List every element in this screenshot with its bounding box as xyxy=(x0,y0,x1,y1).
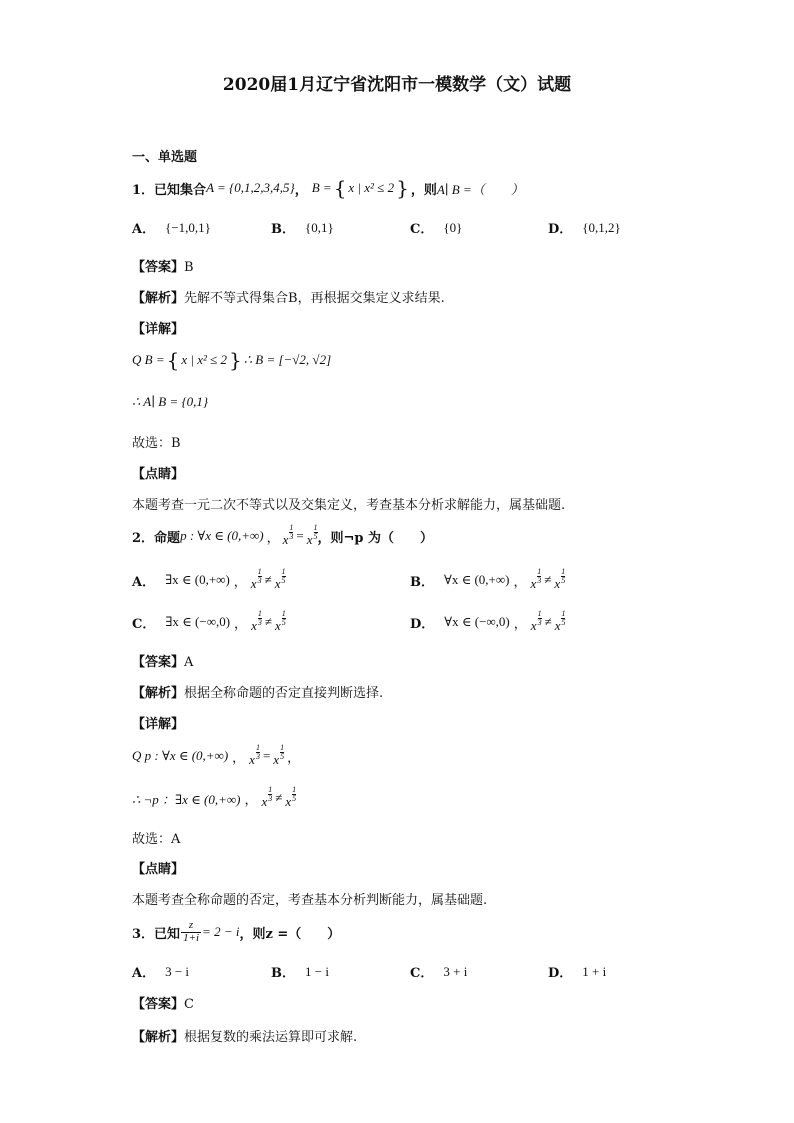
section-heading: 一、单选题 xyxy=(132,150,198,165)
power-base: x xyxy=(249,752,255,768)
power-x-fifth xyxy=(554,568,565,592)
exp-num: 1 xyxy=(257,567,262,576)
detail-expr: Q B = xyxy=(132,352,165,367)
brace-close: } xyxy=(396,176,409,200)
power-exp xyxy=(292,786,296,802)
power-exp xyxy=(258,610,262,626)
analysis-line xyxy=(132,682,383,701)
option-text: 1 + i xyxy=(582,963,607,979)
set-b-body: x | x² ≤ 2 xyxy=(348,180,395,195)
relation: ≠ xyxy=(264,572,272,588)
exp-den: 5 xyxy=(292,793,297,803)
question-number: 2． xyxy=(132,530,155,546)
power-base: x xyxy=(285,794,292,810)
option-text: {0,1} xyxy=(305,219,334,235)
detail-line-2: ∴ A∣ B = {0,1} xyxy=(132,394,209,409)
detail-label: 【详解】 xyxy=(132,322,185,337)
option-label: D． xyxy=(410,616,435,632)
detail-expr: Q p : ∀x ∈ (0,+∞) xyxy=(132,748,229,764)
relation: ≠ xyxy=(264,614,272,630)
question-number: 1． xyxy=(132,182,155,198)
exp-num: 1 xyxy=(268,785,273,794)
answer-value: A xyxy=(184,655,194,670)
option-label: B． xyxy=(271,222,295,237)
option-label: C． xyxy=(132,616,156,632)
fraction-numerator: z xyxy=(188,919,194,931)
fraction-denominator: 1+i xyxy=(183,931,200,944)
separator: ， xyxy=(287,750,301,766)
power-base: x xyxy=(282,532,289,548)
set-a-expr: A = {0,1,2,3,4,5} xyxy=(206,180,295,195)
power-exp xyxy=(282,610,286,626)
option-a xyxy=(132,962,189,981)
exp-num: 1 xyxy=(257,609,262,618)
exp-den: 5 xyxy=(313,531,318,541)
exp-den: 3 xyxy=(537,575,542,585)
power-base: x xyxy=(274,618,281,634)
option-label: C． xyxy=(410,966,434,981)
option-text: 3 − i xyxy=(165,963,190,979)
power-base: x xyxy=(273,752,280,768)
option-d xyxy=(548,962,606,981)
exp-num: 1 xyxy=(255,743,260,752)
power-exp xyxy=(280,744,284,760)
exp-num: 1 xyxy=(281,609,286,618)
power-x-fifth xyxy=(285,786,296,810)
detail-label: 【详解】 xyxy=(132,717,185,732)
answer-value: B xyxy=(184,260,194,275)
comment-text: 本题考查全称命题的否定，考查基本分析判断能力，属基础题. xyxy=(132,893,488,908)
option-d xyxy=(410,610,565,634)
exp-den: 5 xyxy=(561,575,566,585)
analysis-line xyxy=(132,287,445,306)
exp-den: 5 xyxy=(281,575,286,585)
brace-close: } xyxy=(229,348,242,372)
power-x-third xyxy=(251,568,262,592)
answer-line xyxy=(132,651,193,670)
relation: ≠ xyxy=(544,614,552,630)
choice-line: 故选：A xyxy=(132,832,181,847)
brace-open: { xyxy=(166,348,180,372)
proposition-expr: p : ∀x ∈ (0,+∞) xyxy=(180,528,264,544)
power-base: x xyxy=(306,532,313,548)
question-lead: 已知 xyxy=(154,926,181,942)
option-c xyxy=(410,962,467,981)
answer-line xyxy=(132,256,194,275)
power-x-fifth xyxy=(275,568,286,592)
option-b xyxy=(410,568,565,592)
power-x-fifth xyxy=(275,610,286,634)
option-c xyxy=(132,610,286,634)
detail-line-1 xyxy=(132,744,300,768)
power-base: x xyxy=(250,576,257,592)
separator: ， xyxy=(234,616,248,632)
exp-num: 1 xyxy=(537,567,542,576)
power-base: x xyxy=(274,576,281,592)
option-label: D． xyxy=(548,222,573,237)
option-quantifier: ∀x ∈ (−∞,0) xyxy=(444,614,510,630)
question-then: ，则z =（ ） xyxy=(239,926,341,942)
exp-num: 1 xyxy=(537,609,542,618)
separator: ， xyxy=(233,574,247,590)
option-label: B． xyxy=(410,574,434,590)
exp-den: 3 xyxy=(257,617,262,627)
power-exp xyxy=(258,568,262,584)
detail-line-1 xyxy=(132,348,331,372)
question-then: ，则¬p 为（ ） xyxy=(317,530,434,546)
exp-den: 3 xyxy=(537,617,542,627)
analysis-text: 根据复数的乘法运算即可求解. xyxy=(184,1030,358,1045)
option-quantifier: ∃x ∈ (0,+∞) xyxy=(165,572,230,588)
power-base: x xyxy=(530,618,537,634)
question-then: ，则 xyxy=(410,182,437,198)
power-exp xyxy=(256,744,260,760)
exp-num: 1 xyxy=(561,609,566,618)
exp-den: 3 xyxy=(268,793,273,803)
power-exp xyxy=(268,786,272,802)
power-base: x xyxy=(554,618,561,634)
analysis-label: 【解析】 xyxy=(132,291,185,306)
exp-den: 3 xyxy=(255,751,260,761)
detail-expr: ∴ ¬p ：∃x ∈ (0,+∞) xyxy=(132,791,241,807)
choice-line: 故选：B xyxy=(132,436,181,451)
option-text: 1 − i xyxy=(305,963,329,979)
power-base: x xyxy=(530,576,537,592)
comment-text: 本题考查一元二次不等式以及交集定义，考查基本分析求解能力，属基础题. xyxy=(132,498,566,513)
question-1-stem xyxy=(132,176,524,200)
fraction xyxy=(181,920,201,944)
answer-value: C xyxy=(184,997,194,1012)
answer-label: 【答案】 xyxy=(132,997,185,1012)
brace-open: { xyxy=(333,176,347,200)
detail-line-2 xyxy=(132,786,296,810)
power-exp xyxy=(282,568,286,584)
power-exp xyxy=(561,610,565,626)
answer-line xyxy=(132,993,194,1012)
separator: ， xyxy=(244,792,258,808)
exp-num: 1 xyxy=(281,567,286,576)
power-x-third xyxy=(249,744,260,768)
relation: = xyxy=(296,528,304,544)
question-number: 3． xyxy=(132,926,155,942)
comment-label: 【点睛】 xyxy=(132,467,185,482)
question-2-stem xyxy=(132,524,433,548)
detail-expr: x | x² ≤ 2 xyxy=(181,352,227,367)
option-d xyxy=(548,218,621,237)
exp-den: 5 xyxy=(280,751,285,761)
question-ask: A∣ B =（ ） xyxy=(436,181,524,197)
power-x-third xyxy=(261,786,272,810)
option-text: 3 + i xyxy=(443,963,468,979)
set-b-label: B = xyxy=(311,180,332,195)
option-a xyxy=(132,218,211,237)
option-label: B． xyxy=(271,966,295,981)
power-x-third xyxy=(531,568,542,592)
option-label: D． xyxy=(548,966,573,981)
comment-label: 【点睛】 xyxy=(132,862,185,877)
exp-den: 5 xyxy=(281,617,286,627)
option-label: A． xyxy=(132,966,156,981)
separator: ， xyxy=(294,182,308,198)
option-label: C． xyxy=(410,222,434,237)
option-quantifier: ∃x ∈ (−∞,0) xyxy=(165,614,231,630)
option-a xyxy=(132,568,286,592)
analysis-text: 根据全称命题的否定直接判断选择. xyxy=(184,686,384,701)
option-c xyxy=(410,218,462,237)
equation-rhs: = 2 − i xyxy=(202,924,240,940)
exp-den: 3 xyxy=(289,531,294,541)
option-label: A． xyxy=(132,222,156,237)
answer-label: 【答案】 xyxy=(132,260,185,275)
power-x-third xyxy=(251,610,262,634)
analysis-line xyxy=(132,1026,357,1045)
separator: ， xyxy=(513,574,527,590)
question-3-stem xyxy=(132,920,340,944)
power-exp xyxy=(538,610,542,626)
relation: = xyxy=(262,748,271,764)
power-x-fifth xyxy=(555,610,566,634)
detail-expr: ∴ B = [−√2, √2] xyxy=(243,352,332,367)
exp-num: 1 xyxy=(313,523,318,532)
option-b xyxy=(271,962,329,981)
option-text: {0} xyxy=(443,219,463,235)
question-lead: 命题 xyxy=(154,530,181,546)
power-exp xyxy=(537,568,541,584)
exp-num: 1 xyxy=(289,523,294,532)
option-quantifier: ∀x ∈ (0,+∞) xyxy=(444,572,510,588)
relation: ≠ xyxy=(275,790,283,806)
power-x-fifth xyxy=(307,524,318,548)
option-b xyxy=(271,218,334,237)
exp-den: 5 xyxy=(561,617,566,627)
relation: ≠ xyxy=(544,572,552,588)
power-x-fifth xyxy=(273,744,284,768)
power-base: x xyxy=(251,618,257,634)
power-x-third xyxy=(531,610,542,634)
option-label: A． xyxy=(132,574,156,590)
power-base: x xyxy=(554,576,561,592)
exp-num: 1 xyxy=(292,785,297,794)
option-text: {−1,0,1} xyxy=(165,219,211,235)
exp-den: 3 xyxy=(257,575,262,585)
power-exp xyxy=(289,524,293,540)
page-title: 2020届1月辽宁省沈阳市一模数学（文）试题 xyxy=(222,75,572,95)
power-exp xyxy=(561,568,565,584)
separator: ， xyxy=(266,530,280,546)
exp-num: 1 xyxy=(280,743,285,752)
separator: ， xyxy=(513,616,527,632)
question-lead: 已知集合 xyxy=(154,182,207,198)
analysis-label: 【解析】 xyxy=(132,686,185,701)
analysis-label: 【解析】 xyxy=(132,1030,185,1045)
power-base: x xyxy=(261,794,268,810)
option-text: {0,1,2} xyxy=(582,219,621,235)
exp-num: 1 xyxy=(561,567,566,576)
power-x-third xyxy=(283,524,294,548)
separator: ， xyxy=(232,750,246,766)
analysis-text: 先解不等式得集合B，再根据交集定义求结果. xyxy=(184,291,445,306)
answer-label: 【答案】 xyxy=(132,655,185,670)
